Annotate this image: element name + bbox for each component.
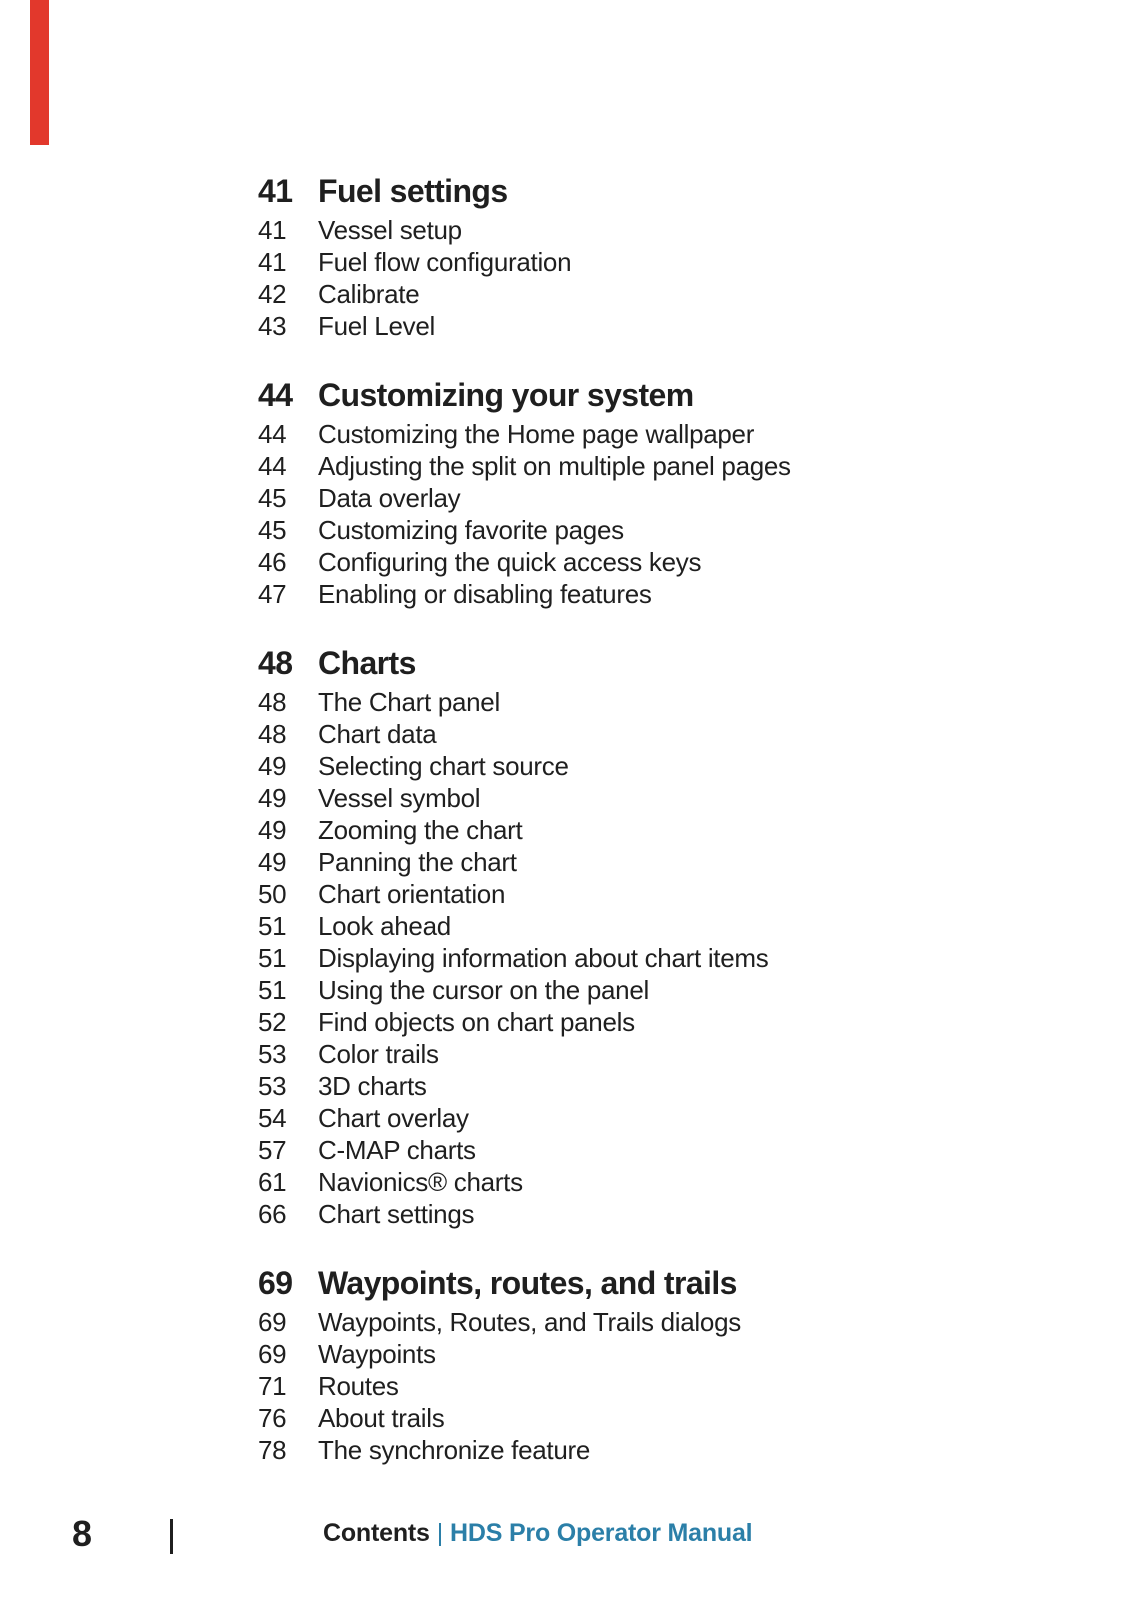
toc-page-number: 49 (258, 783, 287, 813)
toc-item-row[interactable] (258, 814, 998, 846)
toc-page-number: 50 (258, 879, 287, 909)
toc-item-row[interactable] (258, 1038, 998, 1070)
toc-entry-title: Configuring the quick access keys (318, 547, 702, 577)
toc-item-row[interactable] (258, 578, 998, 610)
toc-item-row[interactable] (258, 546, 998, 578)
toc-page-number: 44 (258, 419, 287, 449)
toc-page-number: 47 (258, 579, 287, 609)
footer-divider (170, 1519, 173, 1554)
toc-item-row[interactable] (258, 1070, 998, 1102)
toc-page-number: 48 (258, 645, 293, 681)
toc-page-number: 57 (258, 1135, 287, 1165)
toc-page-number: 44 (258, 377, 293, 413)
toc-page-number: 51 (258, 975, 287, 1005)
toc-item-row[interactable] (258, 910, 998, 942)
toc-item-row[interactable] (258, 686, 998, 718)
toc-heading-row[interactable] (258, 372, 998, 418)
toc-entry-title: Data overlay (318, 483, 461, 513)
toc-page-number: 51 (258, 943, 287, 973)
toc-item-row[interactable] (258, 1006, 998, 1038)
toc-entry-title: About trails (318, 1403, 445, 1433)
toc-item-row[interactable] (258, 750, 998, 782)
toc-item-row[interactable] (258, 214, 998, 246)
toc-item-row[interactable] (258, 782, 998, 814)
toc-entry-title: Waypoints, Routes, and Trails dialogs (318, 1307, 741, 1337)
toc-entry-title: The synchronize feature (318, 1435, 591, 1465)
toc-item-row[interactable] (258, 1102, 998, 1134)
toc-page-number: 71 (258, 1371, 287, 1401)
toc-entry-title: Find objects on chart panels (318, 1007, 635, 1037)
toc-item-row[interactable] (258, 846, 998, 878)
toc-entry-title: Zooming the chart (318, 815, 523, 845)
toc-page-number: 41 (258, 173, 293, 209)
table-of-contents (258, 168, 998, 1496)
toc-item-row[interactable] (258, 878, 998, 910)
toc-item-row[interactable] (258, 310, 998, 342)
toc-page-number: 54 (258, 1103, 287, 1133)
toc-page-number: 43 (258, 311, 287, 341)
toc-entry-title: Vessel setup (318, 215, 462, 245)
footer-breadcrumb (323, 1521, 752, 1546)
toc-page-number: 66 (258, 1199, 287, 1229)
toc-entry-title: Calibrate (318, 279, 420, 309)
toc-entry-title: Waypoints (318, 1339, 436, 1369)
toc-page-number: 48 (258, 687, 287, 717)
toc-page-number: 49 (258, 847, 287, 877)
toc-item-row[interactable] (258, 1134, 998, 1166)
toc-page-number: 53 (258, 1039, 287, 1069)
toc-entry-title: Fuel Level (318, 311, 435, 341)
toc-entry-title: The Chart panel (318, 687, 500, 717)
toc-entry-title: C-MAP charts (318, 1135, 476, 1165)
toc-section (258, 372, 998, 610)
toc-entry-title: Color trails (318, 1039, 439, 1069)
toc-item-row[interactable] (258, 1338, 998, 1370)
toc-entry-title: 3D charts (318, 1071, 427, 1101)
toc-entry-title: Chart overlay (318, 1103, 469, 1133)
toc-page-number: 69 (258, 1339, 287, 1369)
toc-page-number: 78 (258, 1435, 287, 1465)
toc-entry-title: Fuel settings (318, 173, 508, 209)
toc-entry-title: Selecting chart source (318, 751, 569, 781)
toc-page-number: 45 (258, 483, 287, 513)
toc-item-row[interactable] (258, 1198, 998, 1230)
toc-entry-title: Chart data (318, 719, 437, 749)
toc-page-number: 48 (258, 719, 287, 749)
toc-entry-title: Adjusting the split on multiple panel pages (318, 451, 791, 481)
toc-entry-title: Customizing favorite pages (318, 515, 624, 545)
toc-heading-row[interactable] (258, 168, 998, 214)
toc-item-row[interactable] (258, 450, 998, 482)
toc-entry-title: Panning the chart (318, 847, 517, 877)
toc-page-number: 61 (258, 1167, 287, 1197)
toc-entry-title: Chart settings (318, 1199, 475, 1229)
toc-section (258, 1260, 998, 1466)
toc-heading-row[interactable] (258, 640, 998, 686)
toc-page-number: 41 (258, 215, 287, 245)
toc-entry-title: Displaying information about chart items (318, 943, 769, 973)
toc-page-number: 45 (258, 515, 287, 545)
toc-item-row[interactable] (258, 418, 998, 450)
toc-page-number: 69 (258, 1307, 287, 1337)
footer-manual-title: HDS Pro Operator Manual (450, 1519, 753, 1547)
toc-item-row[interactable] (258, 514, 998, 546)
toc-entry-title: Customizing your system (318, 377, 694, 413)
toc-entry-title: Chart orientation (318, 879, 506, 909)
toc-heading-row[interactable] (258, 1260, 998, 1306)
toc-item-row[interactable] (258, 1166, 998, 1198)
footer-section-label: Contents (323, 1519, 430, 1547)
toc-section (258, 168, 998, 342)
footer-separator: | (436, 1519, 444, 1547)
toc-item-row[interactable] (258, 1402, 998, 1434)
page-number: 8 (72, 1513, 93, 1554)
toc-item-row[interactable] (258, 246, 998, 278)
section-bleed-tab (30, 0, 49, 145)
toc-page-number: 49 (258, 751, 287, 781)
toc-item-row[interactable] (258, 278, 998, 310)
toc-page-number: 69 (258, 1265, 293, 1301)
toc-entry-title: Charts (318, 645, 416, 681)
toc-entry-title: Waypoints, routes, and trails (318, 1265, 737, 1301)
toc-entry-title: Look ahead (318, 911, 451, 941)
toc-entry-title: Vessel symbol (318, 783, 481, 813)
toc-item-row[interactable] (258, 1434, 998, 1466)
toc-entry-title: Using the cursor on the panel (318, 975, 649, 1005)
toc-item-row[interactable] (258, 1306, 998, 1338)
toc-item-row[interactable] (258, 1370, 998, 1402)
toc-entry-title: Navionics® charts (318, 1167, 523, 1197)
toc-entry-title: Customizing the Home page wallpaper (318, 419, 755, 449)
toc-entry-title: Enabling or disabling features (318, 579, 652, 609)
toc-entry-title: Routes (318, 1371, 399, 1401)
toc-page-number: 44 (258, 451, 287, 481)
toc-page-number: 49 (258, 815, 287, 845)
toc-item-row[interactable] (258, 482, 998, 514)
toc-page-number: 46 (258, 547, 287, 577)
toc-page-number: 76 (258, 1403, 287, 1433)
toc-page-number: 41 (258, 247, 287, 277)
toc-page-number: 51 (258, 911, 287, 941)
toc-page-number: 42 (258, 279, 287, 309)
toc-item-row[interactable] (258, 974, 998, 1006)
toc-item-row[interactable] (258, 718, 998, 750)
toc-entry-title: Fuel flow configuration (318, 247, 572, 277)
toc-page-number: 52 (258, 1007, 287, 1037)
toc-section (258, 640, 998, 1230)
toc-page-number: 53 (258, 1071, 287, 1101)
toc-item-row[interactable] (258, 942, 998, 974)
